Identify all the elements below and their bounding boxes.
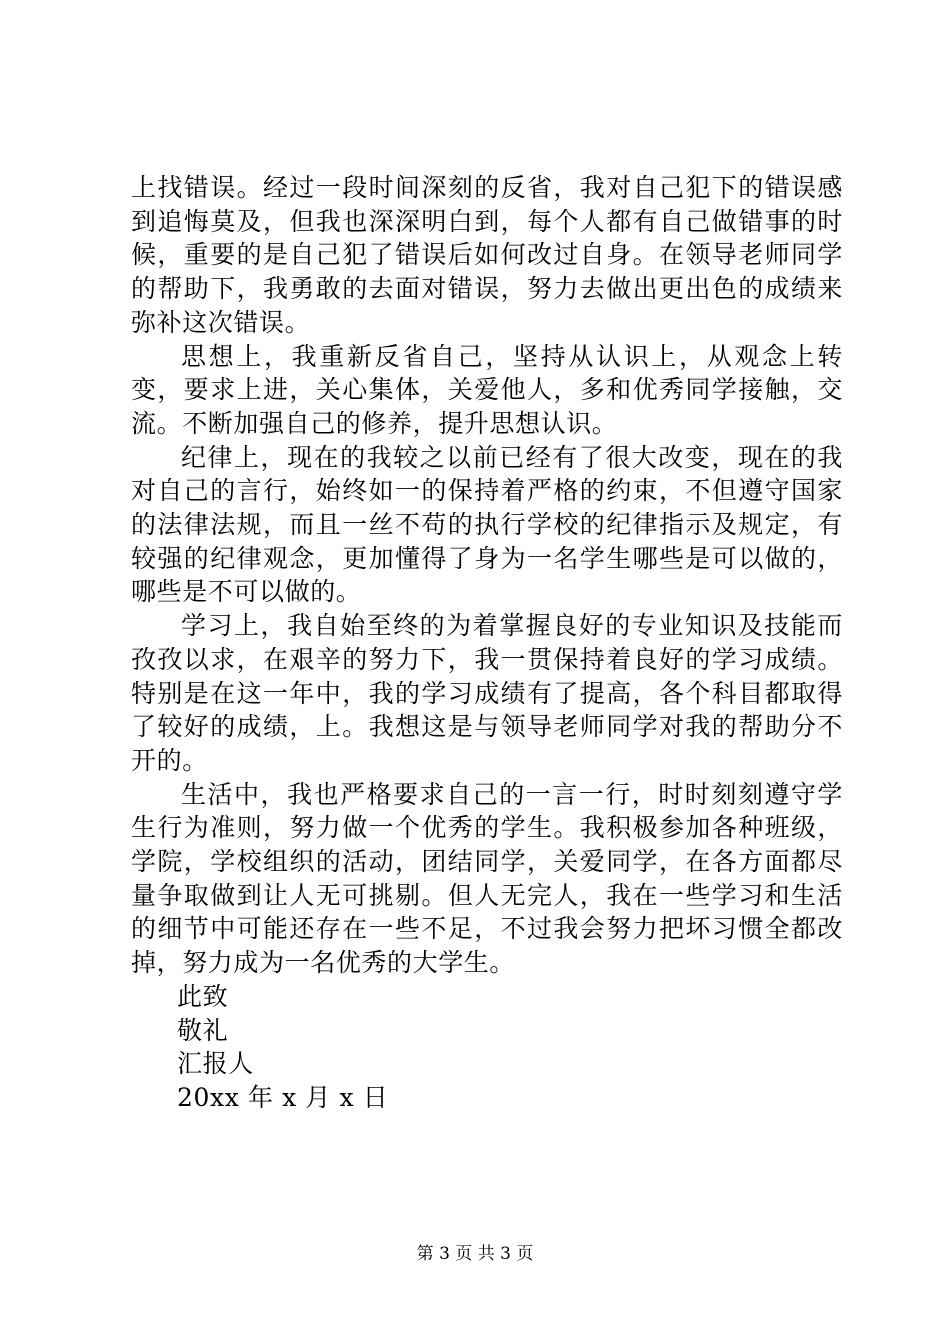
paragraph-continued: 上找错误。经过一段时间深刻的反省，我对自己犯下的错误感到追悔莫及，但我也深深明白到，每个人都有自己做错事的时候，重要的是自己犯了错误后如何改过自身。在领导老师同学的帮助下，我勇敢的去面对错误，努力去做出更出色的成绩来弥补这次错误。 (131, 173, 843, 337)
closing-regards: 敬礼 (177, 1015, 229, 1045)
paragraph-life: 生活中，我也严格要求自己的一言一行，时时刻刻遵守学生行为准则，努力做一个优秀的学生。我积极参加各种班级，学院，学校组织的活动，团结同学，关爱同学，在各方面都尽量争取做到让人无可挑剔。但人无完人，我在一些学习和生活的细节中可能还存在一些不足，不过我会努力把坏习惯全都改掉，努力成为一名优秀的大学生。 (131, 779, 843, 978)
paragraph-study: 学习上，我自始至终的为着掌握良好的专业知识及技能而孜孜以求，在艰辛的努力下，我一贯保持着良好的学习成绩。特别是在这一年中，我的学习成绩有了提高，各个科目都取得了较好的成绩，上。我想这是与领导老师同学对我的帮助分不开的。 (131, 611, 843, 775)
closing-date: 20xx 年 x 月 x 日 (177, 1082, 389, 1112)
paragraph-thought: 思想上，我重新反省自己，坚持从认识上，从观念上转变，要求上进，关心集体，关爱他人，多和优秀同学接触，交流。不断加强自己的修养，提升思想认识。 (131, 341, 843, 438)
closing-salutation: 此致 (177, 981, 229, 1011)
page-footer: 第 3 页 共 3 页 (416, 1244, 534, 1264)
paragraph-discipline: 纪律上，现在的我较之以前已经有了很大改变，现在的我对自己的言行，始终如一的保持着严格的约束，不但遵守国家的法律法规，而且一丝不苟的执行学校的纪律指示及规定，有较强的纪律观念，更加懂得了身为一名学生哪些是可以做的，哪些是不可以做的。 (131, 442, 843, 607)
closing-reporter: 汇报人 (177, 1049, 254, 1079)
document-body (131, 171, 843, 1115)
